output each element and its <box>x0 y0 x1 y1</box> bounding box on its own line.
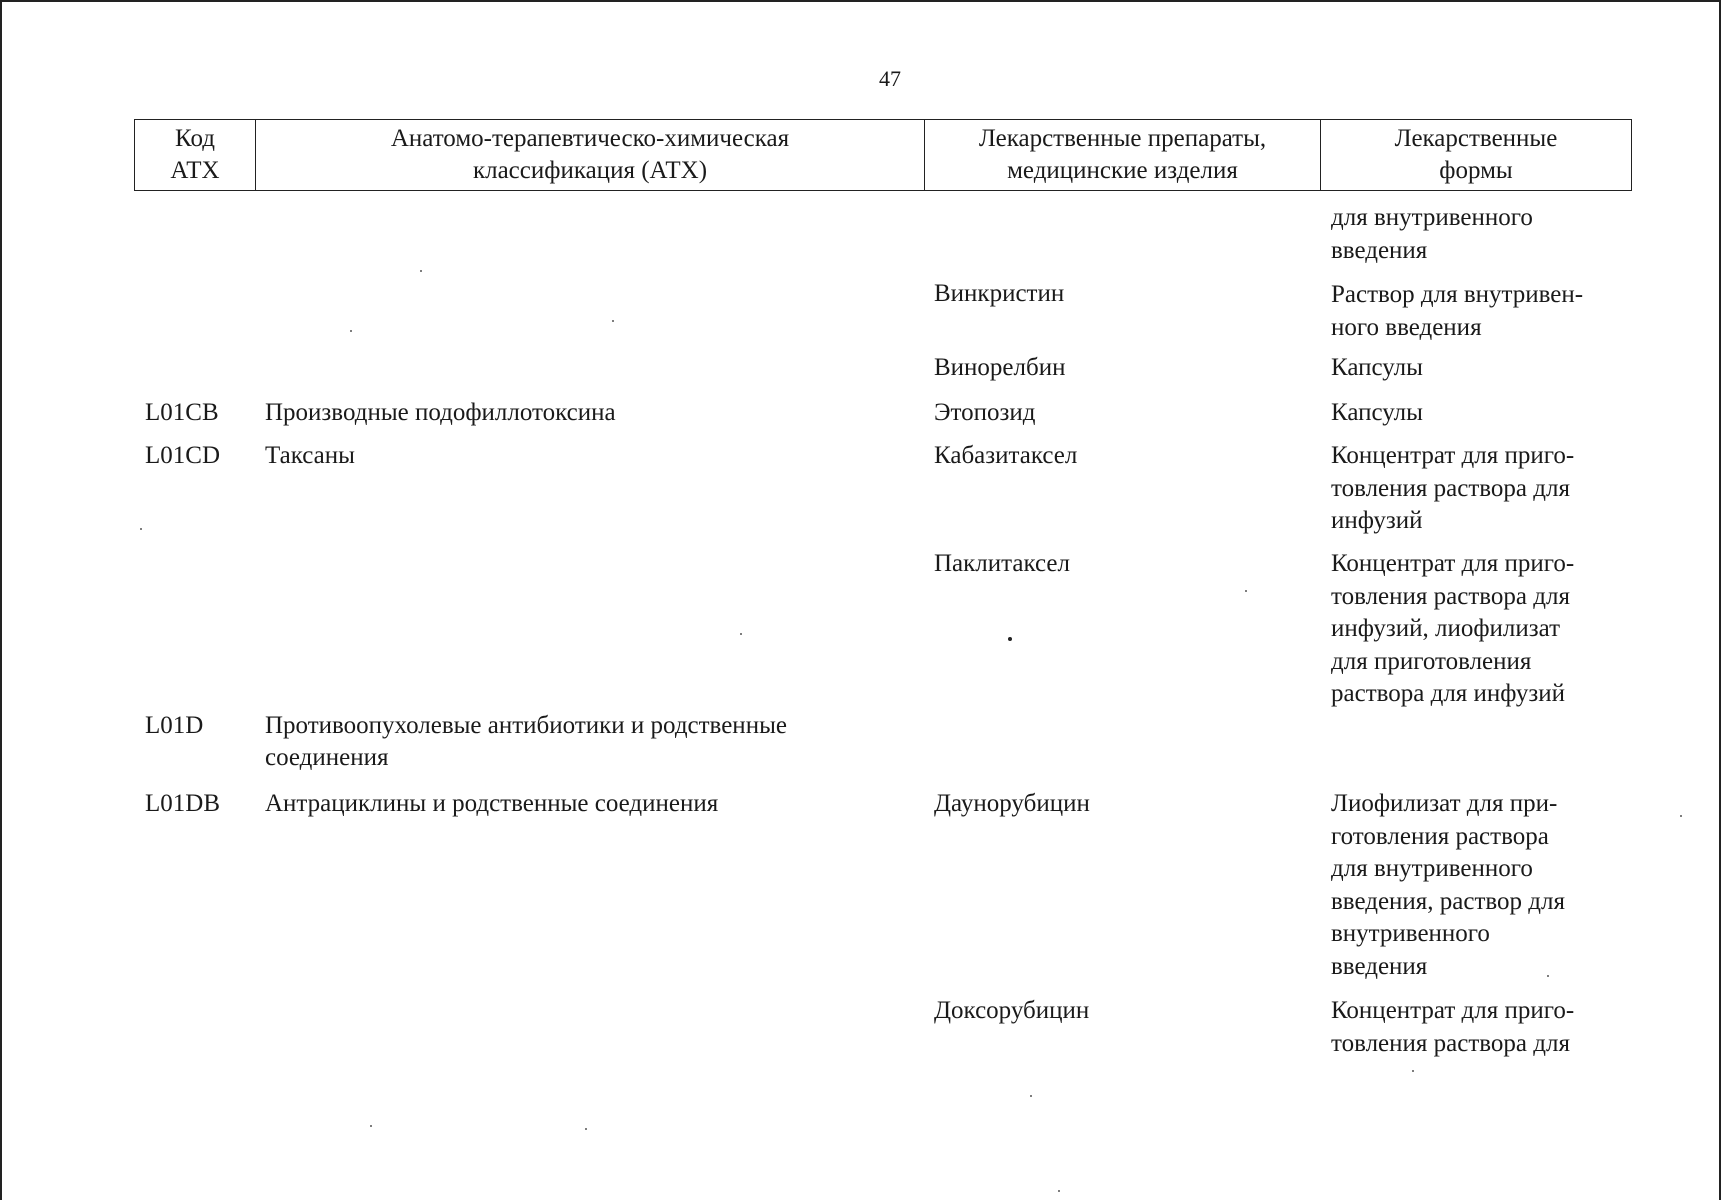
header-drugs <box>925 120 1321 191</box>
row-3-class: Производные подофиллотоксина <box>265 399 616 426</box>
header-classification-label: Анатомо-терапевтическо-химическая классификация (АТХ) <box>390 125 790 184</box>
row-5-drug: Паклитаксел <box>934 550 1070 577</box>
row-3-form: Капсулы <box>1331 399 1423 426</box>
row-8-form: Концентрат для приго- товления раствора для <box>1331 997 1575 1057</box>
row-7-form: Лиофилизат для при- готовления раствора для внутривенного введения, раствор для внутривенного введения <box>1331 790 1565 980</box>
row-0-form: для внутривенного введения <box>1331 204 1533 264</box>
header-drugs-label: Лекарственные препараты, медицинские изделия <box>978 125 1267 184</box>
header-classification <box>256 120 925 191</box>
row-4-class: Таксаны <box>265 442 355 469</box>
row-6-class: Противоопухолевые антибиотики и родственные соединения <box>265 712 787 771</box>
row-8-drug: Доксорубицин <box>934 997 1090 1024</box>
table-header <box>134 119 1632 191</box>
row-7-code: L01DB <box>145 790 220 817</box>
row-5-form: Концентрат для приго- товления раствора для инфузий, лиофилизат для приготовления раствора для инфузий <box>1331 550 1575 707</box>
header-code <box>135 120 256 191</box>
header-forms <box>1321 120 1632 191</box>
row-2-drug: Винорелбин <box>934 354 1066 381</box>
row-1-drug: Винкристин <box>934 280 1065 307</box>
header-row <box>135 120 1632 191</box>
row-4-form: Концентрат для приго- товления раствора для инфузий <box>1331 442 1575 534</box>
row-3-drug: Этопозид <box>934 399 1036 426</box>
header-code-label: Код АТХ <box>170 125 220 184</box>
row-1-form: Раствор для внутривен- ного введения <box>1331 281 1584 341</box>
page-number: 47 <box>879 66 901 91</box>
row-6-code: L01D <box>145 712 204 739</box>
header-forms-label: Лекарственные формы <box>1394 125 1558 184</box>
row-7-drug: Даунорубицин <box>934 790 1090 817</box>
row-4-code: L01CD <box>145 442 220 469</box>
row-3-code: L01CB <box>145 399 219 426</box>
row-7-class: Антрациклины и родственные соединения <box>265 790 719 817</box>
row-2-form: Капсулы <box>1331 354 1423 381</box>
row-4-drug: Кабазитаксел <box>934 442 1078 469</box>
